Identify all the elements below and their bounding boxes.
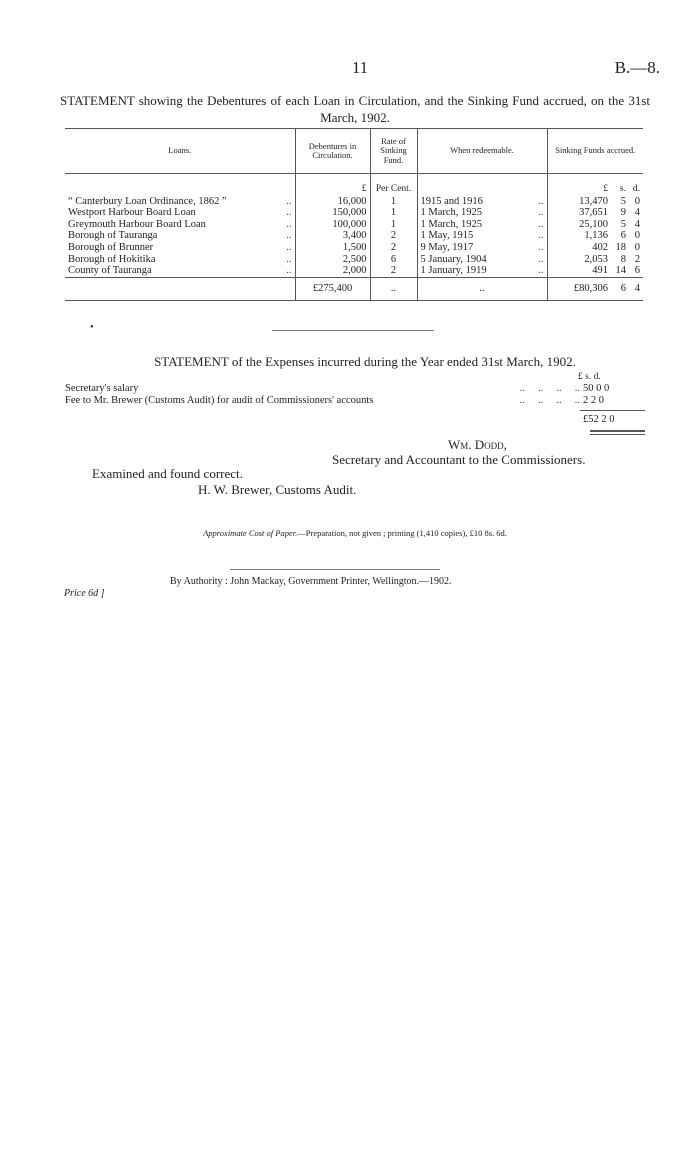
- cost-of-paper: [60, 528, 650, 538]
- signer-name: Wm. Dodd,: [448, 437, 507, 452]
- table-row: [65, 254, 643, 266]
- col-header-loans: Loans.: [65, 129, 295, 174]
- stray-mark: •: [90, 322, 94, 333]
- signer-title: Secretary and Accountant to the Commissioners.: [332, 452, 586, 467]
- sinking-value: 2,053 8 2: [547, 254, 643, 266]
- expense-amount: 50 0 0: [583, 383, 610, 394]
- total-redeemable: ..: [417, 277, 547, 300]
- statement-expenses-title: STATEMENT of the Expenses incurred during the Year ended 31st March, 1902.: [154, 354, 576, 369]
- redeemable-value: 1 January, 1919: [417, 265, 525, 277]
- loan-name: Borough of Brunner: [68, 241, 154, 253]
- table-row: [65, 219, 643, 231]
- redeemable-value: 1 May, 1915: [417, 230, 525, 242]
- loan-name: County of Tauranga: [68, 265, 152, 277]
- table-row: [65, 230, 643, 242]
- rate-value: 1: [370, 219, 417, 231]
- debentures-value: 1,500: [295, 242, 370, 254]
- table-header-row: [65, 129, 643, 174]
- total-rate: ..: [370, 277, 417, 300]
- statement-debentures-title: STATEMENT showing the Debentures of each Loan in Circulation, and the Sinking Fund accrued, on the 31st March, 1902.: [60, 93, 650, 125]
- rate-value: 2: [370, 265, 417, 277]
- leader-dots: ..: [286, 253, 292, 265]
- examined-statement: Examined and found correct.: [92, 466, 243, 481]
- leader-dots: ..: [286, 241, 292, 253]
- expense-row: [65, 383, 645, 395]
- rate-value: 1: [370, 196, 417, 208]
- rate-value: 6: [370, 254, 417, 266]
- leader-dots: ..: [286, 195, 292, 207]
- debentures-value: 2,500: [295, 254, 370, 266]
- unit-sinking: £ s. d.: [547, 174, 643, 196]
- debentures-value: 3,400: [295, 230, 370, 242]
- expense-label: Secretary's salary: [65, 383, 142, 395]
- loan-name: Greymouth Harbour Board Loan: [68, 218, 206, 230]
- rate-value: 2: [370, 230, 417, 242]
- expenses-list: [65, 383, 645, 407]
- sinking-value: 402 18 0: [547, 242, 643, 254]
- units-row: [65, 174, 643, 196]
- loan-name: Westport Harbour Board Loan: [68, 207, 196, 219]
- sinking-value: 37,651 9 4: [547, 207, 643, 219]
- debentures-value: 16,000: [295, 196, 370, 208]
- table-row: [65, 265, 643, 277]
- rate-value: 2: [370, 242, 417, 254]
- leader-dots: ..: [538, 265, 544, 277]
- leader-dots: ..: [286, 207, 292, 219]
- leader-dots: ..: [538, 230, 544, 242]
- sinking-value: 491 14 6: [547, 265, 643, 277]
- leader-dots: ..: [286, 265, 292, 277]
- price: Price 6d ]: [64, 588, 105, 599]
- expenses-total-double-rule: [590, 430, 645, 435]
- sinking-value: 13,470 5 0: [547, 196, 643, 208]
- redeemable-value: 1 March, 1925: [417, 207, 525, 219]
- leader-dots: ..: [538, 207, 544, 219]
- total-row: [65, 277, 643, 300]
- expense-row: [65, 395, 645, 407]
- total-debentures: £275,400: [295, 277, 370, 300]
- loan-name: Borough of Tauranga: [68, 230, 158, 242]
- leader-dots: .. .. .. ..: [519, 383, 580, 394]
- document-reference: B.—8.: [614, 58, 660, 77]
- auditor-signature: H. W. Brewer, Customs Audit.: [198, 482, 357, 497]
- leader-dots: ..: [286, 218, 292, 230]
- total-sinking: £80,306 6 4: [547, 277, 643, 300]
- loan-name: Borough of Hokitika: [68, 253, 156, 265]
- table-row: [65, 242, 643, 254]
- debentures-body: [65, 196, 643, 278]
- col-header-redeemable: When redeemable.: [417, 129, 547, 174]
- footer-rule: [230, 569, 440, 570]
- leader-dots: .. .. .. ..: [519, 395, 580, 406]
- col-header-sinking: Sinking Funds accrued.: [547, 129, 643, 174]
- rate-value: 1: [370, 207, 417, 219]
- debentures-value: 2,000: [295, 265, 370, 277]
- debentures-value: 150,000: [295, 207, 370, 219]
- col-header-rate: Rate of Sinking Fund.: [370, 129, 417, 174]
- sinking-value: 1,136 6 0: [547, 230, 643, 242]
- unit-debentures: £: [295, 174, 370, 196]
- expense-label: Fee to Mr. Brewer (Customs Audit) for audit of Commissioners' accounts: [65, 395, 377, 407]
- section-divider: [272, 330, 434, 331]
- table-row: [65, 207, 643, 219]
- debentures-value: 100,000: [295, 219, 370, 231]
- redeemable-value: 1915 and 1916: [417, 196, 525, 208]
- debentures-table: [65, 128, 643, 301]
- table-row: [65, 196, 643, 208]
- redeemable-value: 1 March, 1925: [417, 219, 525, 231]
- redeemable-value: 9 May, 1917: [417, 242, 525, 254]
- expense-amount: 2 2 0: [583, 395, 604, 406]
- leader-dots: ..: [538, 253, 544, 265]
- leader-dots: ..: [538, 241, 544, 253]
- unit-rate: Per Cent.: [370, 174, 417, 196]
- cost-label: Approximate Cost of Paper.: [203, 528, 298, 538]
- redeemable-value: 5 January, 1904: [417, 254, 525, 266]
- sinking-value: 25,100 5 4: [547, 219, 643, 231]
- expenses-total: £52 2 0: [583, 414, 615, 425]
- leader-dots: ..: [538, 195, 544, 207]
- expenses-total-rule: [580, 410, 645, 411]
- leader-dots: ..: [286, 230, 292, 242]
- col-header-debentures: Debentures in Circulation.: [295, 129, 370, 174]
- leader-dots: ..: [538, 218, 544, 230]
- expenses-units: £ s. d.: [578, 372, 601, 382]
- loan-name: “ Canterbury Loan Ordinance, 1862 ”: [68, 195, 227, 207]
- printer-authority: By Authority : John Mackay, Government Printer, Wellington.—1902.: [170, 576, 452, 587]
- page-number: 11: [351, 58, 369, 77]
- cost-text: —Preparation, not given ; printing (1,410 copies), £10 8s. 6d.: [297, 528, 507, 538]
